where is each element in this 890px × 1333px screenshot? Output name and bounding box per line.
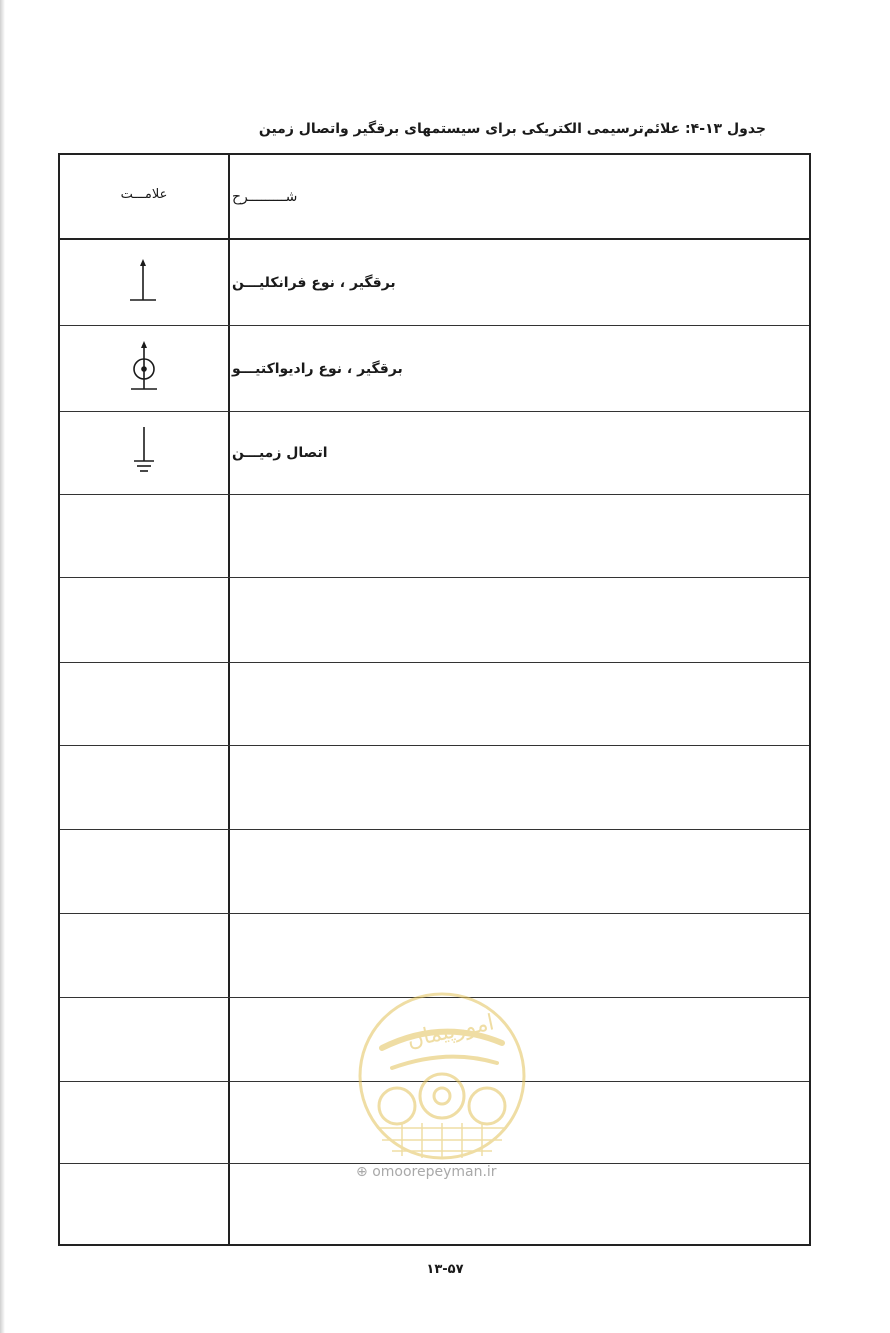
table-row (60, 495, 809, 578)
row-description: برقگیر ، نوع فرانکلیـــن (232, 274, 396, 291)
table-row (60, 830, 809, 914)
radioactive-lightning-rod-icon (60, 326, 228, 411)
row-description: اتصال زمیـــن (232, 445, 328, 461)
table-row (60, 326, 809, 412)
table-header-row (60, 155, 809, 240)
table-row (60, 240, 809, 326)
row-description (232, 663, 769, 745)
ground-connection-icon (60, 412, 228, 494)
table-row (60, 914, 809, 998)
globe-icon: ⊕ (356, 1164, 368, 1180)
page-number: ۱۳-۵۷ (426, 1262, 464, 1277)
page-edge-shadow (0, 0, 5, 1333)
row-description (232, 495, 769, 577)
header-description: شـــــــــرح (232, 188, 298, 205)
table-row (60, 412, 809, 495)
watermark-logo-text: امورپیمان (404, 1010, 497, 1054)
row-description (232, 746, 769, 829)
row-description (232, 830, 769, 913)
watermark-url: ⊕ omoorepeyman.ir (356, 1164, 497, 1180)
header-symbol: علامـــت (120, 187, 168, 202)
franklin-lightning-rod-icon (60, 240, 228, 325)
table-caption: جدول ۱۳-۴: علائم‌ترسیمی الکتریکی برای سیستمهای برقگیر واتصال زمین (258, 121, 766, 137)
table-row (60, 578, 809, 663)
table-row (60, 663, 809, 746)
table-row (60, 746, 809, 830)
row-description (232, 578, 769, 662)
row-description (232, 914, 769, 997)
row-description: برقگیر ، نوع رادیواکتیـــو (232, 360, 403, 377)
watermark-logo (352, 988, 532, 1168)
